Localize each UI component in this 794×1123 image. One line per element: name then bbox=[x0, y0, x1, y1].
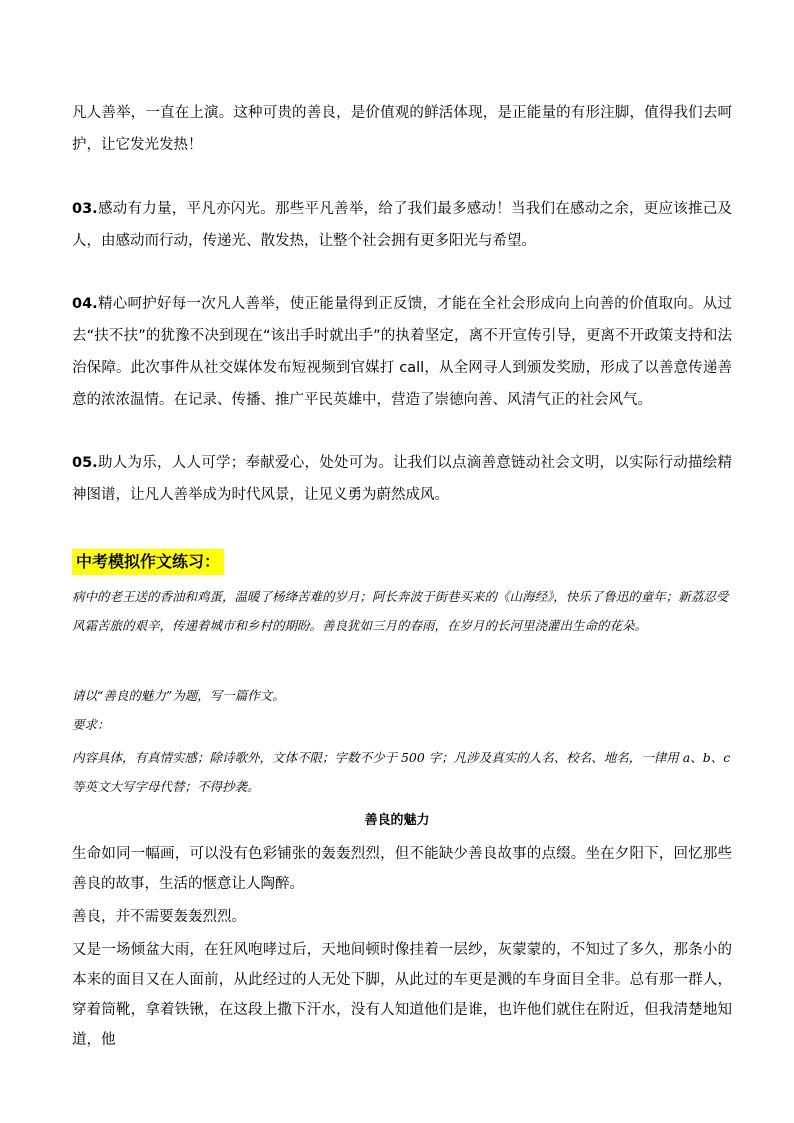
prompt-intro: 病中的老王送的香油和鸡蛋，温暖了杨绛苦难的岁月；阿长奔波于街巷买来的《山海经》，快乐了鲁迅的童年；新荔忍受风霜苦旅的艰辛，传递着城市和乡村的期盼。善良犹如三月的春雨，在岁月的长河里浇灌出生命的花朵。 bbox=[72, 589, 729, 633]
prompt-task: 请以“善良的魅力”为题，写一篇作文。 bbox=[72, 688, 285, 703]
paragraph-04 bbox=[72, 288, 732, 416]
prompt-requirements-text: 内容具体，有真情实感；除诗歌外，文体不限；字数不少于 500 字；凡涉及真实的人名、校名、地名，一律用 a、b、c 等英文大写字母代替；不得抄袭。 bbox=[72, 750, 731, 794]
paragraph-number: 04. bbox=[72, 296, 98, 312]
paragraph-number: 03. bbox=[72, 201, 98, 217]
paragraph-05 bbox=[72, 447, 732, 511]
paragraph-05-text: 助人为乐，人人可学；奉献爱心，处处可为。让我们以点滴善意链动社会文明，以实际行动描绘精神图谱，让凡人善举成为时代风景，让见义勇为蔚然成风。 bbox=[72, 455, 732, 503]
paragraph-intro bbox=[72, 97, 732, 161]
prompt-requirements-label: 要求： bbox=[72, 717, 110, 732]
essay-paragraph: 又是一场倾盆大雨，在狂风咆哮过后，天地间顿时像挂着一层纱，灰蒙蒙的，不知过了多久，那条小的本来的面目又在人面前，从此经过的人无处下脚，从此过的车更是溅的车身面目全非。总有那一群人，穿着筒靴，拿着铁锹，在这段上撒下汗水，没有人知道他们是谁，也许他们就住在附近，但我清楚地知道，他 bbox=[72, 942, 732, 1048]
section-heading: 中考模拟作文练习： bbox=[72, 549, 224, 575]
essay-paragraph: 生命如同一幅画，可以没有色彩铺张的轰轰烈烈，但不能缺少善良故事的点缀。坐在夕阳下，回忆那些善良的故事，生活的惬意让人陶醉。 bbox=[72, 846, 732, 892]
essay-paragraph: 善良，并不需要轰轰烈烈。 bbox=[72, 909, 246, 925]
paragraph-intro-text: 凡人善举，一直在上演。这种可贵的善良，是价值观的鲜活体现，是正能量的有形注脚，值得我们去呵护，让它发光发热！ bbox=[72, 105, 732, 153]
paragraph-03 bbox=[72, 193, 732, 257]
paragraph-04-text: 精心呵护好每一次凡人善举，使正能量得到正反馈，才能在全社会形成向上向善的价值取向。从过去“扶不扶”的犹豫不决到现在“该出手时就出手”的执着坚定，离不开宣传引导，更离不开政策支持和法治保障。此次事件从社交媒体发布短视频到官媒打 call，从全网寻人到颁发奖励，形成了以善意传递善意的浓浓温情。在记录、传播、推广平民英雄中，营造了崇德向善、风清气正的社会风气。 bbox=[72, 296, 732, 408]
paragraph-number: 05. bbox=[72, 455, 98, 471]
essay-title: 善良的魅力 bbox=[364, 813, 430, 828]
paragraph-03-text: 感动有力量，平凡亦闪光。那些平凡善举，给了我们最多感动！当我们在感动之余，更应该推己及人，由感动而行动，传递光、散发热，让整个社会拥有更多阳光与希望。 bbox=[72, 201, 732, 249]
